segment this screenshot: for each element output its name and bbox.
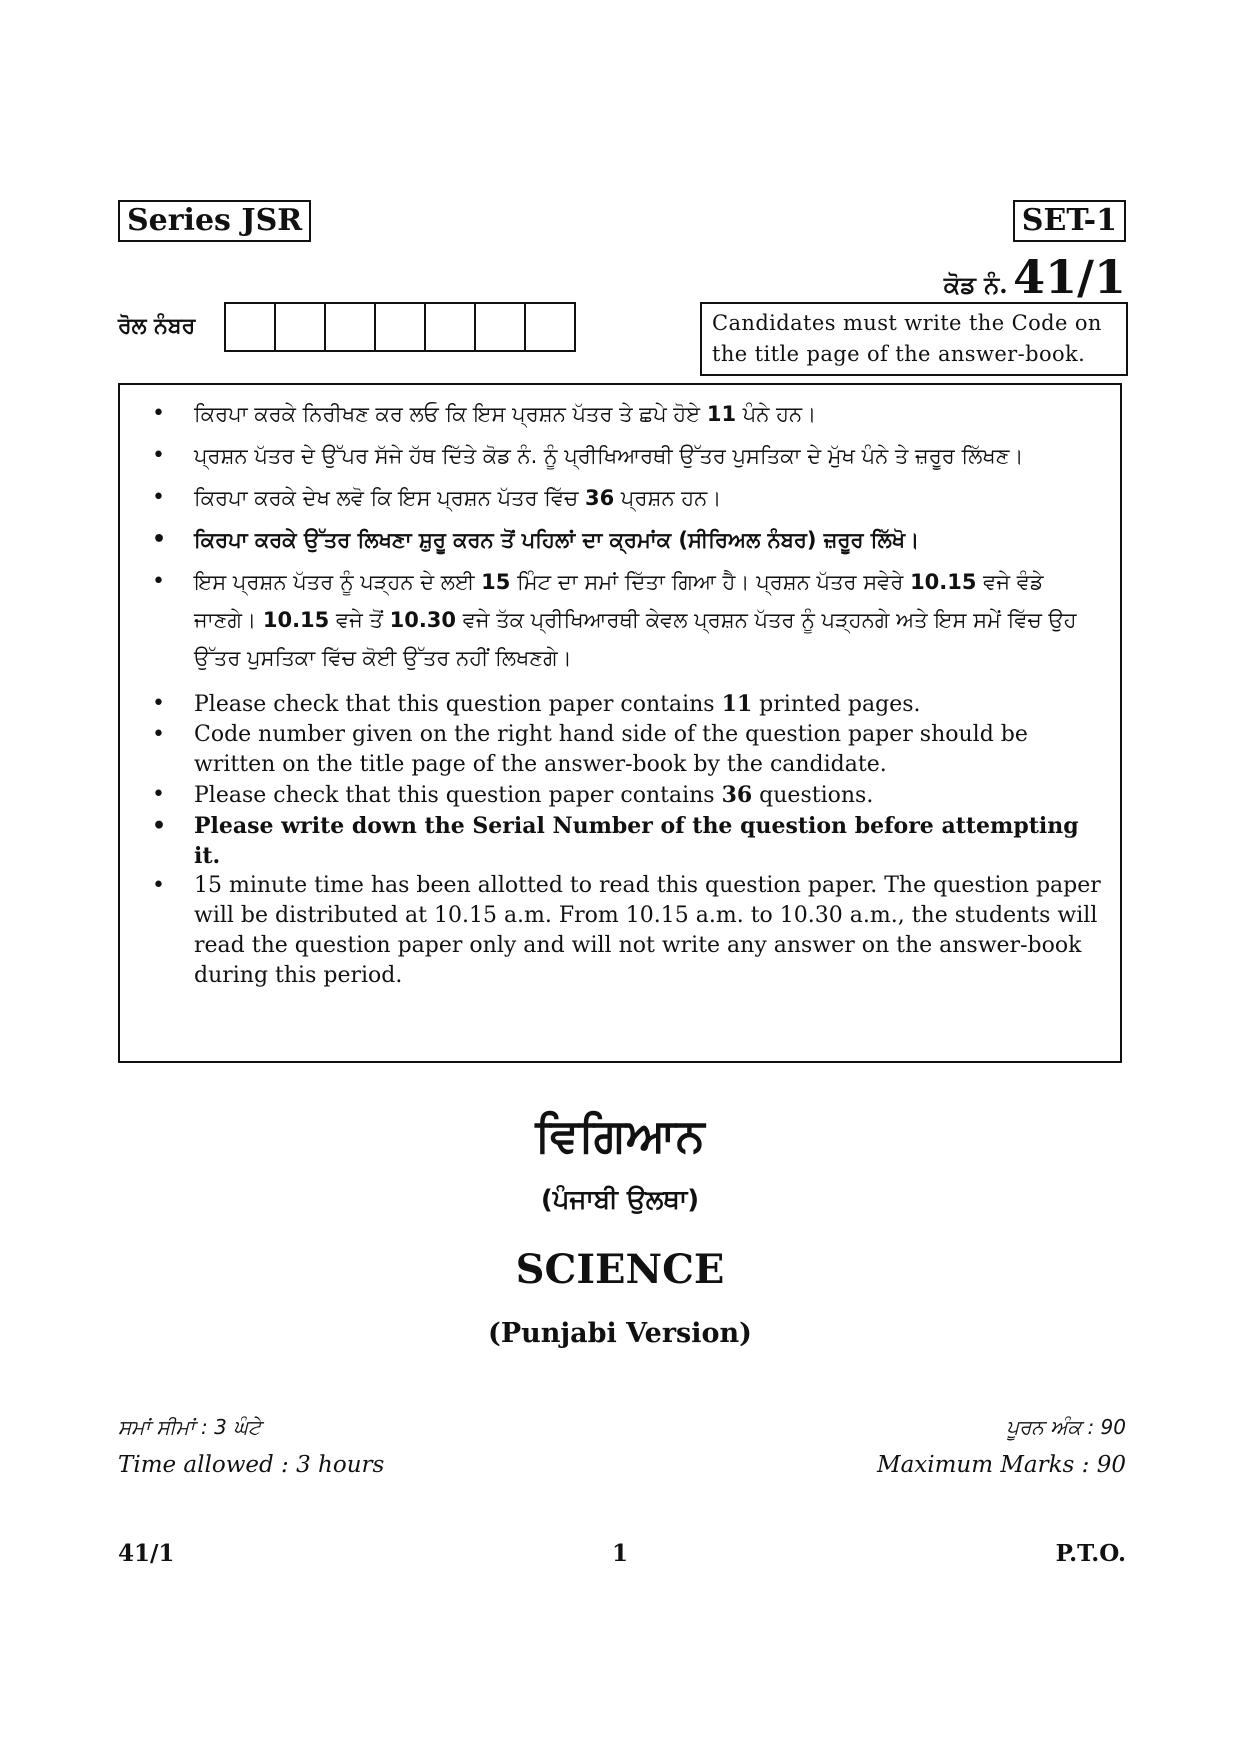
code-number-line — [944, 250, 1126, 304]
roll-number-cell[interactable] — [226, 304, 276, 350]
time-allowed-english: Time allowed : 3 hours — [118, 1452, 385, 1478]
roll-number-cell[interactable] — [376, 304, 426, 350]
punjabi-instructions — [134, 395, 1106, 677]
time-allowed-punjabi: ਸਮਾਂ ਸੀਮਾਂ : 3 ਘੰਟੇ — [118, 1415, 261, 1439]
list-item: • Please check that this question paper contains 36 questions. — [134, 780, 1106, 811]
series-label: Series JSR — [118, 200, 311, 242]
list-item: • ਇਸ ਪ੍ਰਸ਼ਨ ਪੱਤਰ ਨੂੰ ਪੜ੍ਹਨ ਦੇ ਲਈ 15 ਮਿੰਟ ਦਾ ਸਮਾਂ ਦਿੱਤਾ ਗਿਆ ਹੈ। ਪ੍ਰਸ਼ਨ ਪੱਤਰ ਸਵੇਰੇ 10.15 ਵਜੇ ਵੰਡੇ ਜਾਣਗੇ। 10.15 ਵਜੇ ਤੋਂ 10.30 ਵਜੇ ਤੱਕ ਪ੍ਰੀਖਿਆਰਥੀ ਕੇਵਲ ਪ੍ਰਸ਼ਨ ਪੱਤਰ ਨੂੰ ਪੜ੍ਹਨਗੇ ਅਤੇ ਇਸ ਸਮੇਂ ਵਿੱਚ ਉਹ ਉੱਤਰ ਪੁਸਤਿਕਾ ਵਿੱਚ ਕੋਈ ਉੱਤਰ ਨਹੀਂ ਲਿਖਣਗੇ। — [134, 563, 1106, 677]
code-number: 41/1 — [1013, 250, 1126, 304]
list-item: • ਕਿਰਪਾ ਕਰਕੇ ਨਿਰੀਖਣ ਕਰ ਲਓ ਕਿ ਇਸ ਪ੍ਰਸ਼ਨ ਪੱਤਰ ਤੇ ਛਪੇ ਹੋਏ 11 ਪੰਨੇ ਹਨ। — [134, 395, 1106, 433]
page-number: 1 — [611, 1540, 628, 1567]
list-item: • ਕਿਰਪਾ ਕਰਕੇ ਉੱਤਰ ਲਿਖਣਾ ਸ਼ੁਰੂ ਕਰਨ ਤੋਂ ਪਹਿਲਾਂ ਦਾ ਕ੍ਰਮਾਂਕ (ਸੀਰਿਅਲ ਨੰਬਰ) ਜ਼ਰੂਰ ਲਿੱਖੋ। — [134, 521, 1106, 559]
roll-number-cell[interactable] — [276, 304, 326, 350]
set-label: SET-1 — [1013, 200, 1126, 242]
list-item: • ਪ੍ਰਸ਼ਨ ਪੱਤਰ ਦੇ ਉੱਪਰ ਸੱਜੇ ਹੱਥ ਦਿੱਤੇ ਕੋਡ ਨੰ. ਨੂੰ ਪ੍ਰੀਖਿਆਰਥੀ ਉੱਤਰ ਪੁਸਤਿਕਾ ਦੇ ਮੁੱਖ ਪੰਨੇ ਤੇ ਜ਼ਰੂਰ ਲਿੱਖਣ। — [134, 437, 1106, 475]
subject-subtitle-punjabi: (ਪੰਜਾਬੀ ਉਲਥਾ) — [540, 1185, 700, 1215]
candidate-code-note: Candidates must write the Code on the title page of the answer-book. — [700, 302, 1128, 376]
roll-number-cell[interactable] — [526, 304, 574, 350]
roll-number-cell[interactable] — [426, 304, 476, 350]
instructions-box — [118, 383, 1122, 1063]
english-instructions — [134, 689, 1106, 991]
maximum-marks-punjabi: ਪੂਰਨ ਅੰਕ : 90 — [1006, 1415, 1126, 1439]
maximum-marks-english: Maximum Marks : 90 — [877, 1452, 1126, 1478]
roll-number-boxes[interactable] — [224, 302, 576, 352]
roll-number-cell[interactable] — [476, 304, 526, 350]
code-label: ਕੋਡ ਨੰ. — [943, 270, 1008, 299]
please-turn-over: P.T.O. — [1055, 1540, 1126, 1567]
subject-subtitle-english: (Punjabi Version) — [488, 1318, 752, 1349]
footer-code: 41/1 — [118, 1540, 175, 1567]
subject-title-english: SCIENCE — [515, 1246, 725, 1293]
list-item: • Please write down the Serial Number of the question before attempting it. — [134, 811, 1106, 871]
list-item: • ਕਿਰਪਾ ਕਰਕੇ ਦੇਖ ਲਵੋ ਕਿ ਇਸ ਪ੍ਰਸ਼ਨ ਪੱਤਰ ਵਿੱਚ 36 ਪ੍ਰਸ਼ਨ ਹਨ। — [134, 479, 1106, 517]
roll-number-label: ਰੋਲ ਨੰਬਰ — [118, 314, 196, 339]
list-item: • 15 minute time has been allotted to read this question paper. The question paper will be distributed at 10.15 a.m. From 10.15 a.m. to 10.30 a.m., the students will read the question paper only and will not write any answer on the answer-book during this period. — [134, 871, 1106, 991]
subject-title-punjabi: ਵਿਗਿਆਨ — [535, 1108, 705, 1162]
list-item: • Code number given on the right hand side of the question paper should be written on the title page of the answer-book by the candidate. — [134, 720, 1106, 780]
list-item: • Please check that this question paper contains 11 printed pages. — [134, 689, 1106, 720]
roll-number-cell[interactable] — [326, 304, 376, 350]
